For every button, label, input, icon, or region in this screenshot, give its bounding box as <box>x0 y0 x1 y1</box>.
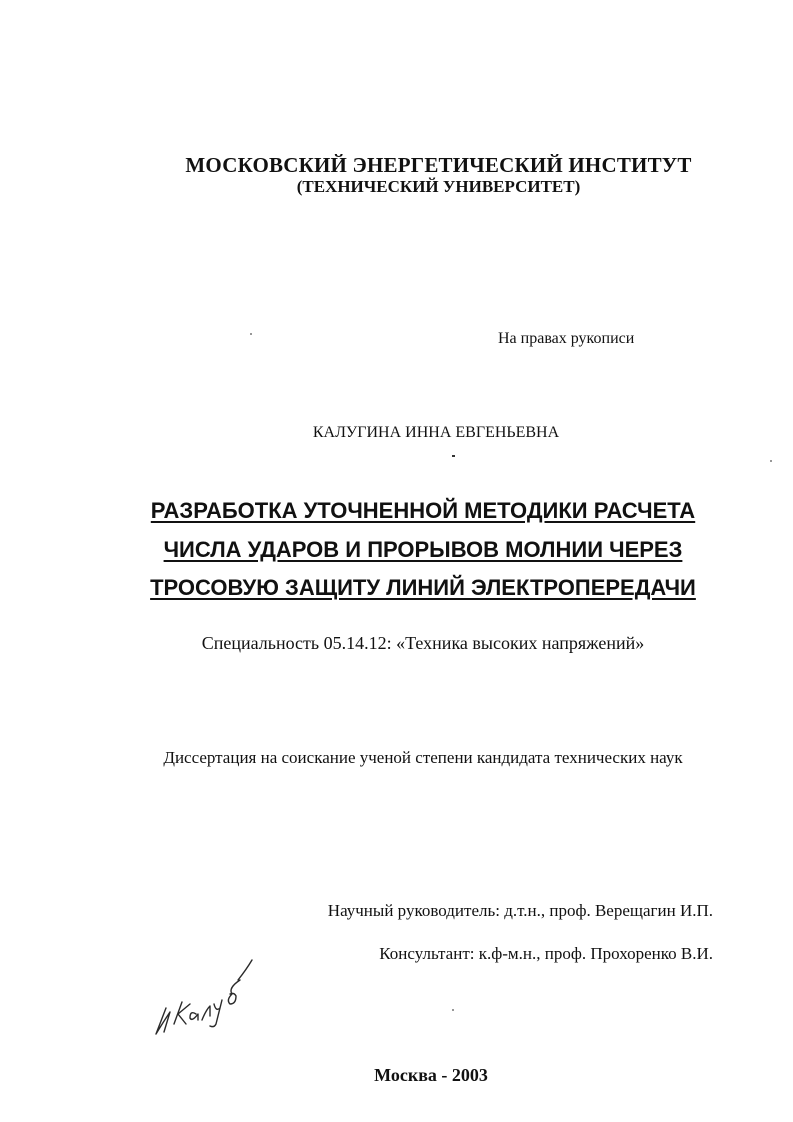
scan-speck <box>770 460 772 462</box>
specialty: Специальность 05.14.12: «Техника высоких напряжений» <box>201 633 645 653</box>
scan-mark <box>452 455 455 457</box>
rights-note: На правах рукописи <box>498 330 635 347</box>
author-name: КАЛУГИНА ИННА ЕВГЕНЬЕВНА <box>312 424 560 441</box>
thesis-title-line-1: РАЗРАБОТКА УТОЧНЕННОЙ МЕТОДИКИ РАСЧЕТА <box>150 498 696 523</box>
degree-statement: Диссертация на соискание ученой степени кандидата технических наук <box>163 748 683 767</box>
consultant: Консультант: к.ф-м.н., проф. Прохоренко В.И. <box>379 944 713 963</box>
institution-subtitle: (ТЕХНИЧЕСКИЙ УНИВЕРСИТЕТ) <box>296 177 581 196</box>
thesis-title-line-3: ТРОСОВУЮ ЗАЩИТУ ЛИНИЙ ЭЛЕКТРОПЕРЕДАЧИ <box>150 575 696 600</box>
city-year: Москва - 2003 <box>374 1065 488 1085</box>
handwritten-signature <box>148 950 258 1040</box>
thesis-title-line-2: ЧИСЛА УДАРОВ И ПРОРЫВОВ МОЛНИИ ЧЕРЕЗ <box>163 537 683 562</box>
scientific-advisor: Научный руководитель: д.т.н., проф. Верещагин И.П. <box>327 901 713 920</box>
scan-speck <box>250 333 252 335</box>
scan-speck <box>452 1009 454 1011</box>
institution-name: МОСКОВСКИЙ ЭНЕРГЕТИЧЕСКИЙ ИНСТИТУТ <box>185 153 692 177</box>
